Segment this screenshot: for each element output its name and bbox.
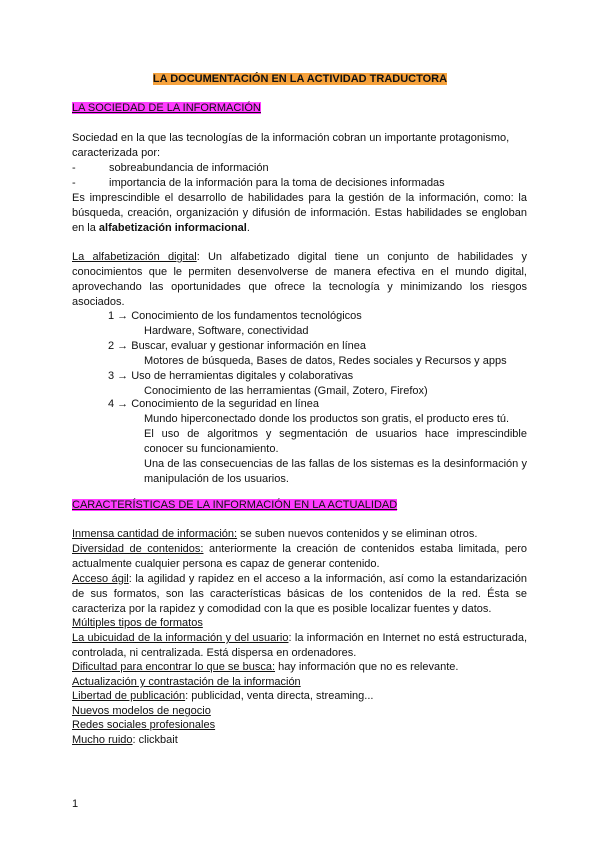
bullet-item: - sobreabundancia de información <box>72 162 269 174</box>
char-3-cont: caracteriza por la rapidez y comodidad con la que es posible localizar fuentes y datos. <box>72 603 492 615</box>
list-subitem: El uso de algoritmos y segmentación de usuarios hace imprescindible <box>144 428 527 440</box>
para-line-3 <box>72 221 250 236</box>
para-end-post: . <box>246 222 250 234</box>
char-4: Múltiples tipos de formatos <box>72 617 203 629</box>
document-title <box>0 72 600 87</box>
char-2 <box>72 542 527 557</box>
char-text: : la información en Internet no está estructurada, <box>288 632 527 644</box>
list-subitem: Motores de búsqueda, Bases de datos, Redes sociales y Recursos y apps <box>144 355 507 367</box>
char-label: Diversidad de contenidos: <box>72 543 204 555</box>
char-5-cont: controlada, ni centralizada. Está dispersa en ordenadores. <box>72 647 357 659</box>
char-2-cont: actualmente cualquier persona es capaz de generar contenido. <box>72 558 380 570</box>
alfa-label: La alfabetización digital <box>72 251 197 263</box>
list-subitem: manipulación de los usuarios. <box>144 473 289 485</box>
title-highlight: LA DOCUMENTACIÓN EN LA ACTIVIDAD TRADUCTORA <box>152 73 448 85</box>
char-label: Dificultad para encontrar lo que se busca: <box>72 661 276 673</box>
char-text: : la agilidad y rapidez en el acceso a la información, así como la estandarización <box>128 573 527 585</box>
char-10: Redes sociales profesionales <box>72 719 216 731</box>
char-text: : clickbait <box>132 734 178 746</box>
char-label: La ubicuidad de la información y del usuario <box>72 632 289 644</box>
char-7: Actualización y contrastación de la información <box>72 676 301 688</box>
char-3 <box>72 572 527 587</box>
para-end-pre: en la <box>72 222 99 234</box>
bullet-text: sobreabundancia de información <box>109 162 269 174</box>
char-label: Libertad de publicación <box>72 690 186 702</box>
char-label: Inmensa cantidad de información: <box>72 528 238 540</box>
list-item: 1 → Conocimiento de los fundamentos tecnológicos <box>108 310 362 322</box>
alfa-text: : Un alfabetizado digital tiene un conjunto de habilidades y <box>196 251 527 263</box>
section1-heading-text: LA SOCIEDAD DE LA INFORMACIÓN <box>72 102 261 114</box>
bullet-item: - importancia de la información para la toma de decisiones informadas <box>72 177 445 189</box>
section2-heading <box>72 498 397 513</box>
alfa-line-1 <box>72 250 527 265</box>
section2-heading-text: CARACTERÍSTICAS DE LA INFORMACIÓN EN LA ACTUALIDAD <box>72 499 398 511</box>
char-label: Mucho ruido <box>72 734 133 746</box>
char-text: hay información que no es relevante. <box>275 661 459 673</box>
list-subitem: Hardware, Software, conectividad <box>144 325 309 337</box>
char-1 <box>72 527 477 542</box>
char-3-cont: de sus formatos, son las características básicas de los contenidos de la red. Ésta se <box>72 588 527 600</box>
list-item: 2 → Buscar, evaluar y gestionar información en línea <box>108 340 367 352</box>
char-text: se suben nuevos contenidos y se eliminan otros. <box>237 528 478 540</box>
para-end-bold: alfabetización informacional <box>98 222 247 234</box>
char-8 <box>72 689 373 704</box>
alfa-line-4: asociados. <box>72 296 125 308</box>
char-11 <box>72 733 178 748</box>
bullet-text: importancia de la información para la toma de decisiones informadas <box>109 177 445 189</box>
list-subitem: Una de las consecuencias de las fallas de los sistemas es la desinformación y <box>144 458 527 470</box>
list-subitem: conocer su funcionamiento. <box>144 443 279 455</box>
char-label: Acceso ágil <box>72 573 129 585</box>
char-text: : publicidad, venta directa, streaming... <box>185 690 374 702</box>
list-subitem: Conocimiento de las herramientas (Gmail, Zotero, Firefox) <box>144 385 428 397</box>
char-5 <box>72 631 527 646</box>
char-6 <box>72 660 458 675</box>
intro-line-1: Sociedad en la que las tecnologías de la información cobran un importante protagonismo, <box>72 132 510 144</box>
intro-line-2: caracterizada por: <box>72 147 161 159</box>
char-text: anteriormente la creación de contenidos estaba limitada, pero <box>203 543 527 555</box>
list-item: 3 → Uso de herramientas digitales y colaborativas <box>108 370 354 382</box>
list-subitem: Mundo hiperconectado donde los productos son gratis, el producto eres tú. <box>144 413 510 425</box>
char-9: Nuevos modelos de negocio <box>72 705 211 717</box>
list-item: 4 → Conocimiento de la seguridad en línea <box>108 398 319 410</box>
page-number: 1 <box>72 798 79 810</box>
alfa-line-3: aprovechando las oportunidades que ofrece la tecnología y minimizando los riesgos <box>72 281 527 293</box>
section1-heading <box>72 101 261 116</box>
alfa-line-2: conocimientos que le permiten desenvolverse de manera efectiva en el mundo digital, <box>72 266 527 278</box>
para-line-1: Es imprescindible el desarrollo de habilidades para la gestión de la información, como: la <box>72 192 527 204</box>
para-line-2: búsqueda, creación, organización y difusión de información. Estas habilidades se engloban <box>72 207 527 219</box>
